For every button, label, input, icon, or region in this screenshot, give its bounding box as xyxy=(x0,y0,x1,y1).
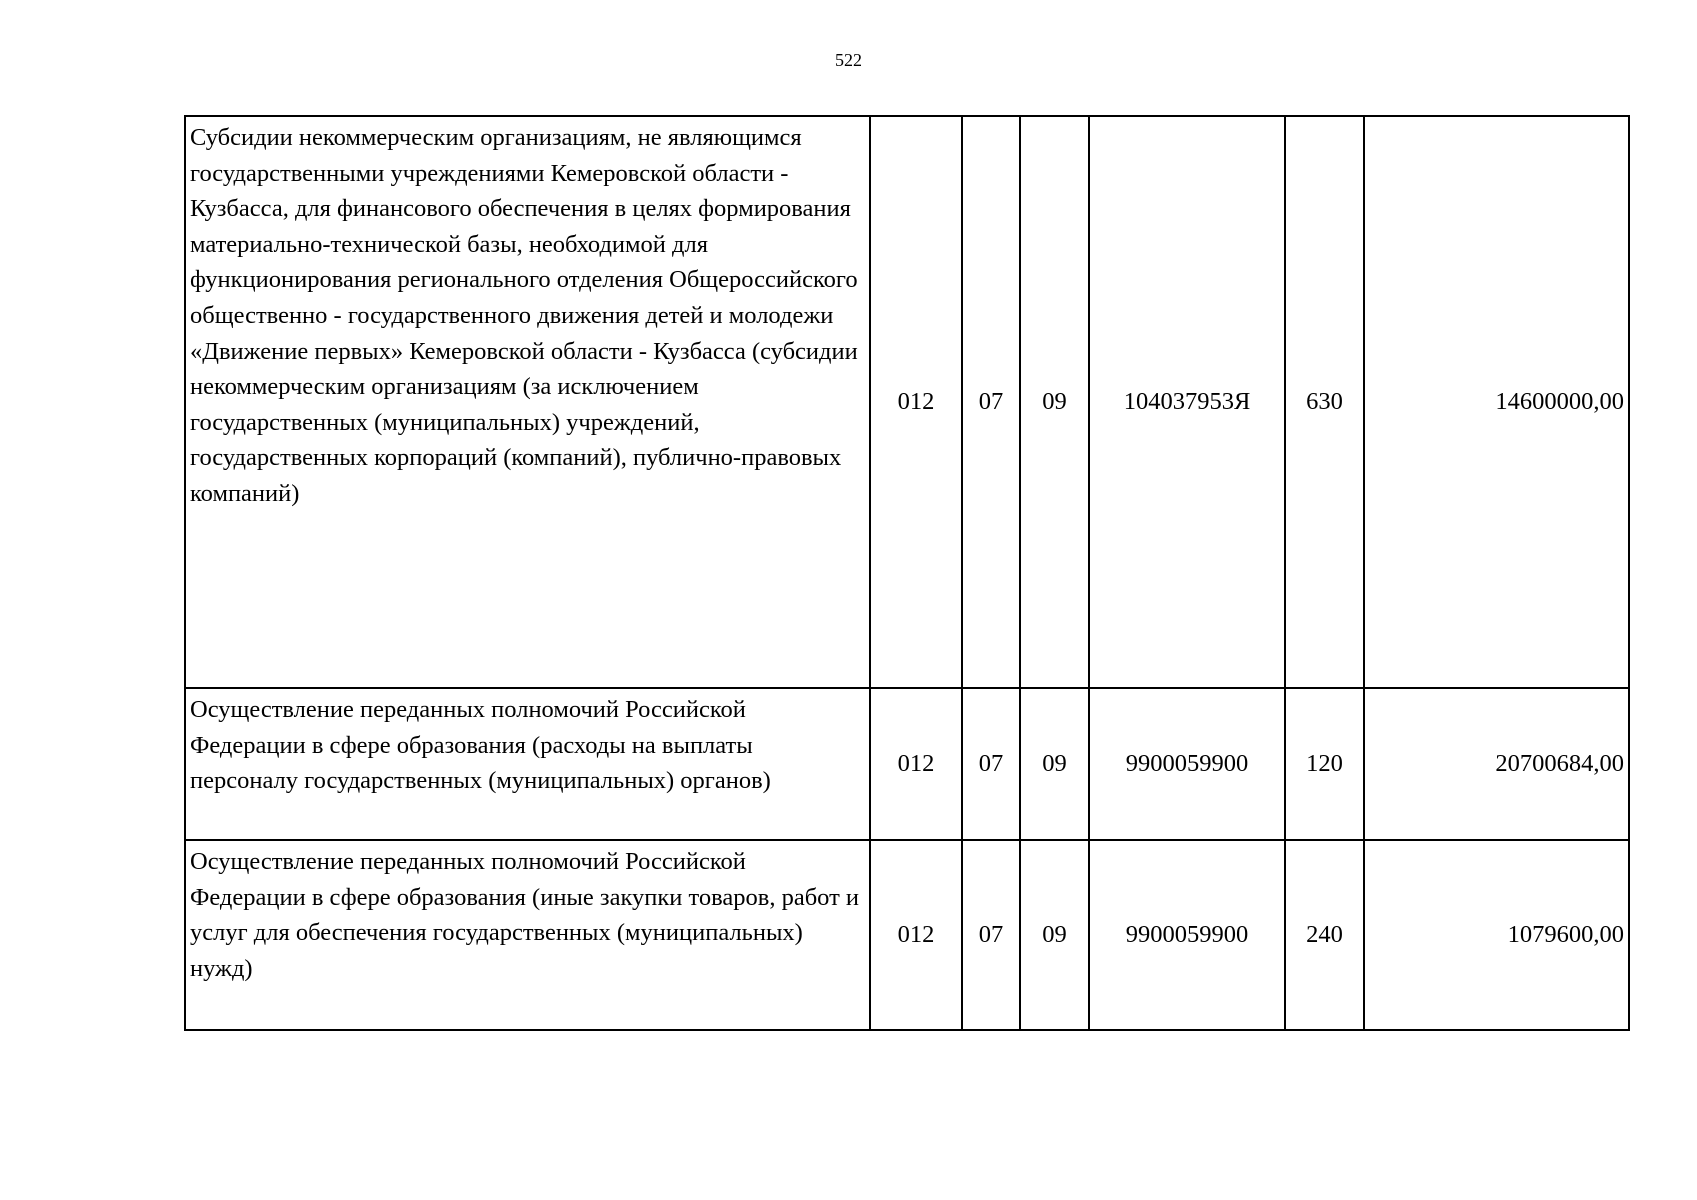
amount: 20700684,00 xyxy=(1364,688,1629,840)
target-article-code: 9900059900 xyxy=(1089,840,1285,1030)
target-article-code: 9900059900 xyxy=(1089,688,1285,840)
row-description: Осуществление переданных полномочий Российской Федерации в сфере образования (иные закупки товаров, работ и услуг для обеспечения государственных (муниципальных) нужд) xyxy=(185,840,870,1030)
subsection-code: 09 xyxy=(1020,840,1089,1030)
section-code: 07 xyxy=(962,116,1020,688)
row-description: Осуществление переданных полномочий Российской Федерации в сфере образования (расходы на выплаты персоналу государственных (муниципальных) органов) xyxy=(185,688,870,840)
page-number: 522 xyxy=(835,50,862,70)
ministry-code: 012 xyxy=(870,688,962,840)
subsection-code: 09 xyxy=(1020,688,1089,840)
subsection-code: 09 xyxy=(1020,116,1089,688)
amount: 14600000,00 xyxy=(1364,116,1629,688)
table-row xyxy=(185,840,1629,1030)
row-description: Субсидии некоммерческим организациям, не являющимся государственными учреждениями Кемеровской области - Кузбасса, для финансового обеспечения в целях формирования материально-технической базы, необходимой для функционирования регионального отделения Общероссийского общественно - государственного движения детей и молодежи «Движение первых» Кемеровской области - Кузбасса (субсидии некоммерческим организациям (за исключением государственных (муниципальных) учреждений, государственных корпораций (компаний), публично-правовых компаний) xyxy=(185,116,870,688)
ministry-code: 012 xyxy=(870,116,962,688)
target-article-code: 104037953Я xyxy=(1089,116,1285,688)
budget-table xyxy=(184,115,1630,1031)
expense-type-code: 240 xyxy=(1285,840,1364,1030)
section-code: 07 xyxy=(962,688,1020,840)
expense-type-code: 120 xyxy=(1285,688,1364,840)
table-row xyxy=(185,688,1629,840)
expense-type-code: 630 xyxy=(1285,116,1364,688)
ministry-code: 012 xyxy=(870,840,962,1030)
amount: 1079600,00 xyxy=(1364,840,1629,1030)
section-code: 07 xyxy=(962,840,1020,1030)
table-row xyxy=(185,116,1629,688)
